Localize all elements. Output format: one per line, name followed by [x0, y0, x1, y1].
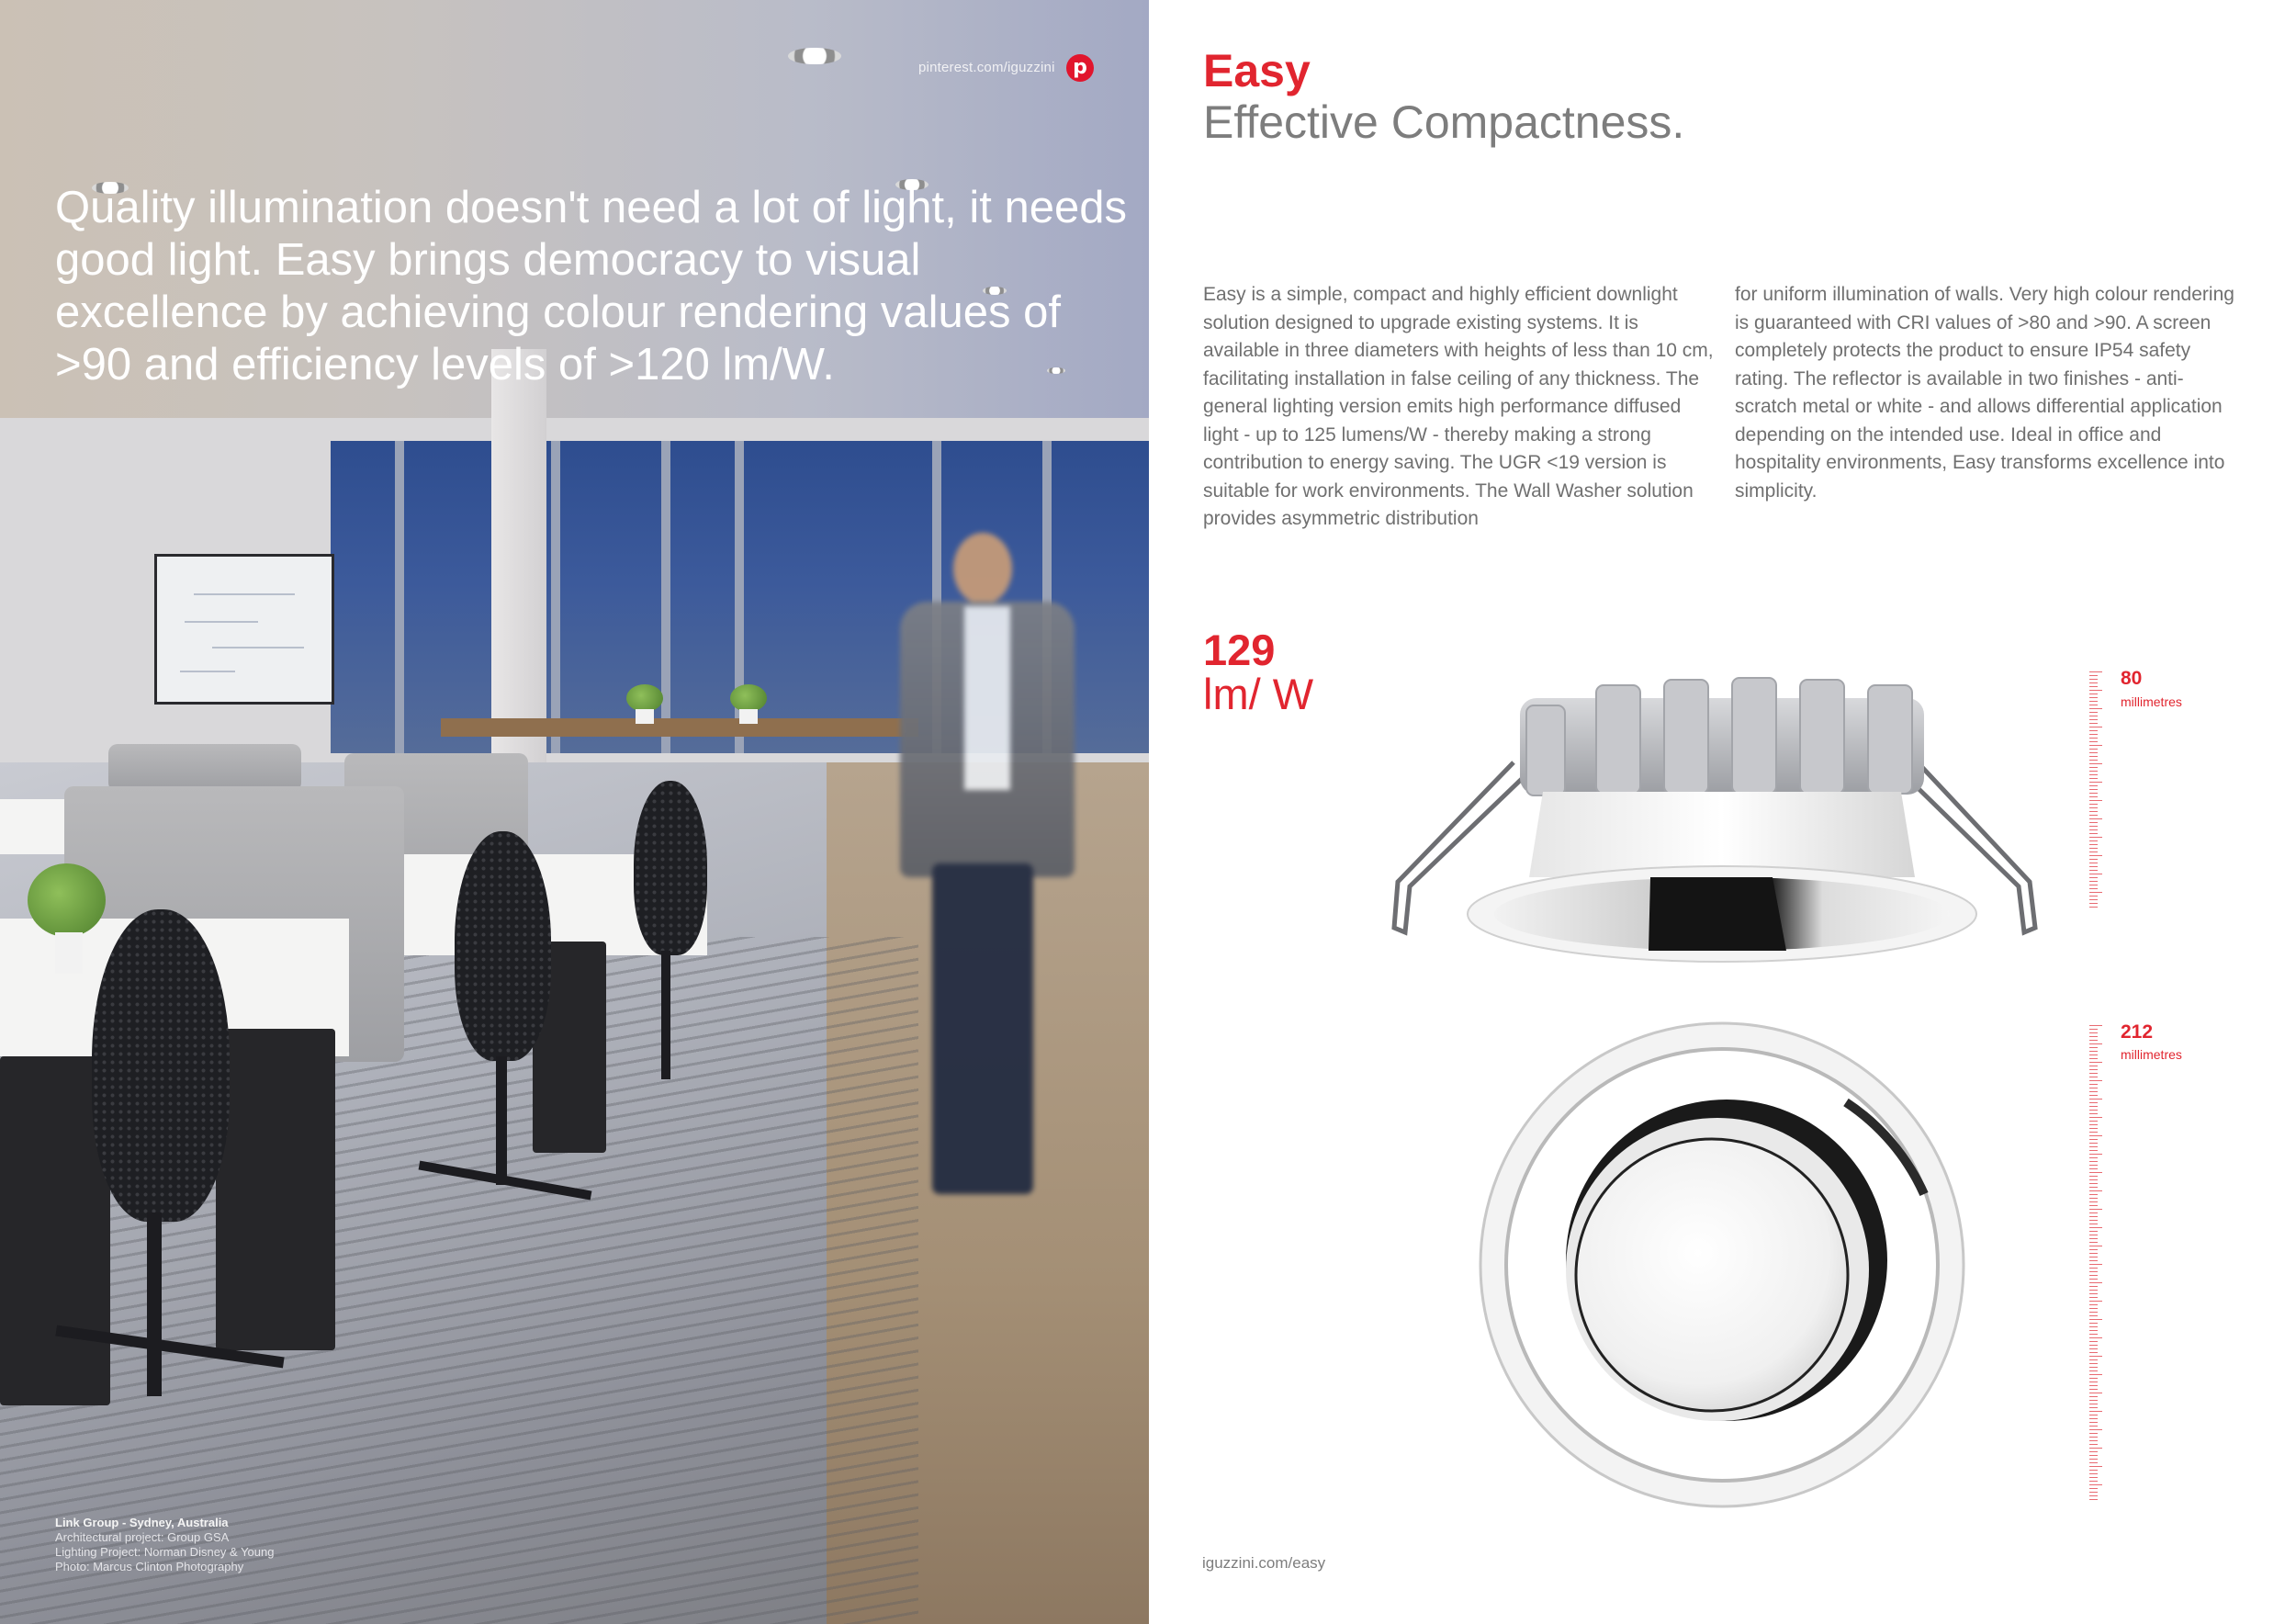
scale-tick: [2089, 1117, 2102, 1118]
scale-tick: [2089, 1157, 2098, 1158]
pinterest-icon[interactable]: p: [1066, 54, 1094, 82]
scale-tick: [2089, 767, 2098, 768]
scale-tick: [2089, 1084, 2098, 1085]
scale-tick: [2089, 1275, 2098, 1276]
scale-tick: [2089, 1448, 2102, 1449]
scale-tick: [2089, 1293, 2098, 1294]
scale-tick: [2089, 1312, 2098, 1313]
scale-tick: [2089, 1304, 2098, 1305]
scale-tick: [2089, 741, 2098, 742]
scale-tick: [2089, 1146, 2098, 1147]
scale-tick: [2089, 1040, 2098, 1041]
scale-tick: [2089, 1128, 2098, 1129]
scale-tick: [2089, 804, 2098, 805]
scale-tick: [2089, 1422, 2098, 1423]
scale-tick: [2089, 1238, 2098, 1239]
scale-tick: [2089, 1286, 2098, 1287]
scale-tick: [2089, 899, 2098, 900]
scale-tick: [2089, 682, 2098, 683]
scale-tick: [2089, 1132, 2098, 1133]
scale-tick: [2089, 1183, 2098, 1184]
scale-tick: [2089, 1032, 2098, 1033]
scale-tick: [2089, 896, 2098, 897]
scale-tick: [2089, 1165, 2098, 1166]
scale-tick: [2089, 1330, 2098, 1331]
diameter-dimension-unit: millimetres: [2121, 1047, 2182, 1062]
scale-tick: [2089, 1345, 2098, 1346]
scale-tick: [2089, 796, 2098, 797]
scale-tick: [2089, 1455, 2098, 1456]
scale-tick: [2089, 1481, 2098, 1482]
scale-tick: [2089, 1407, 2098, 1408]
scale-tick: [2089, 774, 2098, 775]
scale-tick: [2089, 1139, 2098, 1140]
scale-tick: [2089, 1282, 2102, 1283]
scale-tick: [2089, 1264, 2102, 1265]
scale-tick: [2089, 1462, 2098, 1463]
scale-tick: [2089, 1356, 2102, 1357]
diameter-scale-ruler: [2089, 1025, 2102, 1503]
credit-line: Architectural project: Group GSA: [55, 1530, 230, 1544]
scale-tick: [2089, 1143, 2098, 1144]
height-dimension-unit: millimetres: [2121, 694, 2182, 709]
scale-tick: [2089, 1389, 2098, 1390]
scale-tick: [2089, 690, 2102, 691]
scale-tick: [2089, 1352, 2098, 1353]
scale-tick: [2089, 1062, 2102, 1063]
scale-tick: [2089, 1110, 2098, 1111]
scale-tick: [2089, 771, 2098, 772]
scale-tick: [2089, 1319, 2102, 1320]
scale-tick: [2089, 1201, 2098, 1202]
scale-tick: [2089, 840, 2098, 841]
scale-tick: [2089, 1069, 2098, 1070]
scale-tick: [2089, 1418, 2098, 1419]
scale-tick: [2089, 1179, 2098, 1180]
scale-tick: [2089, 1470, 2098, 1471]
scale-tick: [2089, 1209, 2102, 1210]
scale-tick: [2089, 738, 2098, 739]
scale-tick: [2089, 1047, 2098, 1048]
scale-tick: [2089, 1194, 2098, 1195]
scale-tick: [2089, 1323, 2098, 1324]
scale-tick: [2089, 734, 2098, 735]
scale-tick: [2089, 1051, 2098, 1052]
scale-tick: [2089, 1124, 2098, 1125]
scale-tick: [2089, 1466, 2102, 1467]
scale-tick: [2089, 763, 2102, 764]
scale-tick: [2089, 1054, 2098, 1055]
scale-tick: [2089, 1150, 2098, 1151]
scale-tick: [2089, 800, 2102, 801]
scale-tick: [2089, 888, 2098, 889]
scale-tick: [2089, 1488, 2098, 1489]
product-title: Easy: [1203, 45, 1311, 96]
scale-tick: [2089, 1359, 2098, 1360]
scale-tick: [2089, 1301, 2102, 1302]
scale-tick: [2089, 1378, 2098, 1379]
scale-tick: [2089, 1337, 2102, 1338]
scale-tick: [2089, 1099, 2102, 1100]
scale-tick: [2089, 1396, 2098, 1397]
scale-tick: [2089, 1231, 2098, 1232]
pinterest-link[interactable]: pinterest.com/iguzzini: [918, 60, 1055, 75]
scale-tick: [2089, 822, 2098, 823]
scale-tick: [2089, 1444, 2098, 1445]
scale-tick: [2089, 1271, 2098, 1272]
scale-tick: [2089, 1242, 2098, 1243]
scale-tick: [2089, 1025, 2102, 1026]
scale-tick: [2089, 701, 2098, 702]
scale-tick: [2089, 1249, 2098, 1250]
scale-tick: [2089, 697, 2098, 698]
scale-tick: [2089, 1315, 2098, 1316]
scale-tick: [2089, 903, 2098, 904]
scale-tick: [2089, 785, 2098, 786]
scale-tick: [2089, 1205, 2098, 1206]
scale-tick: [2089, 1253, 2098, 1254]
scale-tick: [2089, 1227, 2102, 1228]
scale-tick: [2089, 1484, 2102, 1485]
efficiency-value: 129: [1203, 626, 1276, 674]
scale-tick: [2089, 1216, 2098, 1217]
scale-tick: [2089, 1220, 2098, 1221]
scale-tick: [2089, 837, 2102, 838]
scale-tick: [2089, 1102, 2098, 1103]
scale-tick: [2089, 1043, 2102, 1044]
scale-tick: [2089, 1154, 2102, 1155]
scale-tick: [2089, 907, 2098, 908]
scale-tick: [2089, 1268, 2098, 1269]
scale-tick: [2089, 1451, 2098, 1452]
headline-quote: Quality illumination doesn't need a lot of light, it needs good light. Easy brings democracy to visual excellence by achieving colour rendering values of >90 and efficiency levels of >120 lm/W.: [55, 183, 1128, 389]
scale-tick: [2089, 1495, 2098, 1496]
scale-tick: [2089, 851, 2098, 852]
scale-tick: [2089, 749, 2098, 750]
scale-tick: [2089, 1073, 2098, 1074]
scale-tick: [2089, 1190, 2102, 1191]
downlight-front-view: [1480, 1023, 1964, 1506]
scale-tick: [2089, 855, 2102, 856]
scale-tick: [2089, 811, 2098, 812]
scale-tick: [2089, 844, 2098, 845]
scale-tick: [2089, 1334, 2098, 1335]
scale-tick: [2089, 1477, 2098, 1478]
scale-tick: [2089, 866, 2098, 867]
scale-tick: [2089, 1400, 2098, 1401]
scale-tick: [2089, 1212, 2098, 1213]
scale-tick: [2089, 1260, 2098, 1261]
product-subtitle: Effective Compactness.: [1203, 96, 1685, 148]
scale-tick: [2089, 881, 2098, 882]
project-location: Link Group - Sydney, Australia: [55, 1516, 229, 1529]
scale-tick: [2089, 807, 2098, 808]
scale-tick: [2089, 1437, 2098, 1438]
scale-tick: [2089, 719, 2098, 720]
scale-tick: [2089, 1091, 2098, 1092]
scale-tick: [2089, 756, 2098, 757]
credit-line: Photo: Marcus Clinton Photography: [55, 1560, 244, 1573]
scale-tick: [2089, 1426, 2098, 1427]
scale-tick: [2089, 1161, 2098, 1162]
downlight-side-view: [1394, 678, 2035, 962]
scale-tick: [2089, 782, 2102, 783]
scale-tick: [2089, 829, 2098, 830]
scale-tick: [2089, 1121, 2098, 1122]
height-scale-ruler: [2089, 671, 2102, 910]
scale-tick: [2089, 679, 2098, 680]
scale-tick: [2089, 1348, 2098, 1349]
credit-line: Lighting Project: Norman Disney & Young: [55, 1545, 275, 1559]
scale-tick: [2089, 1492, 2098, 1493]
scale-tick: [2089, 1135, 2102, 1136]
scale-tick: [2089, 1374, 2102, 1375]
scale-tick: [2089, 789, 2098, 790]
scale-tick: [2089, 1198, 2098, 1199]
scale-tick: [2089, 1326, 2098, 1327]
scale-tick: [2089, 877, 2098, 878]
scale-tick: [2089, 760, 2098, 761]
scale-tick: [2089, 1029, 2098, 1030]
scale-tick: [2089, 708, 2102, 709]
scale-tick: [2089, 1106, 2098, 1107]
scale-tick: [2089, 1080, 2102, 1081]
scale-tick: [2089, 826, 2098, 827]
scale-tick: [2089, 1429, 2102, 1430]
scale-tick: [2089, 1367, 2098, 1368]
scale-tick: [2089, 1172, 2102, 1173]
scale-tick: [2089, 1308, 2098, 1309]
scale-tick: [2089, 892, 2102, 893]
scale-tick: [2089, 1290, 2098, 1291]
scale-tick: [2089, 1385, 2098, 1386]
scale-tick: [2089, 1411, 2102, 1412]
scale-tick: [2089, 1297, 2098, 1298]
scale-tick: [2089, 848, 2098, 849]
scale-tick: [2089, 793, 2098, 794]
product-url[interactable]: iguzzini.com/easy: [1202, 1554, 1326, 1572]
height-dimension-value: 80: [2121, 668, 2143, 689]
scale-tick: [2089, 1058, 2098, 1059]
scale-tick: [2089, 686, 2098, 687]
scale-tick: [2089, 752, 2098, 753]
scale-tick: [2089, 1363, 2098, 1364]
scale-tick: [2089, 1176, 2098, 1177]
scale-tick: [2089, 818, 2102, 819]
scale-tick: [2089, 671, 2102, 672]
scale-tick: [2089, 778, 2098, 779]
scale-tick: [2089, 730, 2098, 731]
scale-tick: [2089, 870, 2098, 871]
scale-tick: [2089, 675, 2098, 676]
scale-tick: [2089, 745, 2102, 746]
scale-tick: [2089, 859, 2098, 860]
description-column-left: Easy is a simple, compact and highly efficient downlight solution designed to upgrade existing systems. It is available in three diameters with heights of less than 10 cm, facilitating installation in false ceiling of any thickness. The general lighting version emits high performance diffused light - up to 125 lumens/W - thereby making a strong contribution to energy saving. The UGR <19 version is suitable for work environments. The Wall Washer solution provides asymmetric distribution: [1203, 284, 1714, 529]
scale-tick: [2089, 1036, 2098, 1037]
scale-tick: [2089, 1370, 2098, 1371]
scale-tick: [2089, 1473, 2098, 1474]
scale-tick: [2089, 1440, 2098, 1441]
scale-tick: [2089, 1168, 2098, 1169]
scale-tick: [2089, 712, 2098, 713]
description-column-right: for uniform illumination of walls. Very high colour rendering is guaranteed with CRI values of >80 and >90. A screen completely protects the product to ensure IP54 safety rating. The reflector is available in two finishes - anti-scratch metal or white - and allows differential application depending on the intended use. Ideal in office and hospitality environments, Easy transforms excellence into simplicity.: [1735, 284, 2234, 502]
scale-tick: [2089, 1279, 2098, 1280]
scale-tick: [2089, 815, 2098, 816]
scale-tick: [2089, 833, 2098, 834]
efficiency-unit: lm/ W: [1203, 670, 1314, 718]
scale-tick: [2089, 1095, 2098, 1096]
diameter-dimension-value: 212: [2121, 1021, 2154, 1043]
scale-tick: [2089, 1499, 2098, 1500]
scale-tick: [2089, 1187, 2098, 1188]
scale-tick: [2089, 1113, 2098, 1114]
scale-tick: [2089, 723, 2098, 724]
scale-tick: [2089, 1341, 2098, 1342]
scale-tick: [2089, 1433, 2098, 1434]
scale-tick: [2089, 1459, 2098, 1460]
